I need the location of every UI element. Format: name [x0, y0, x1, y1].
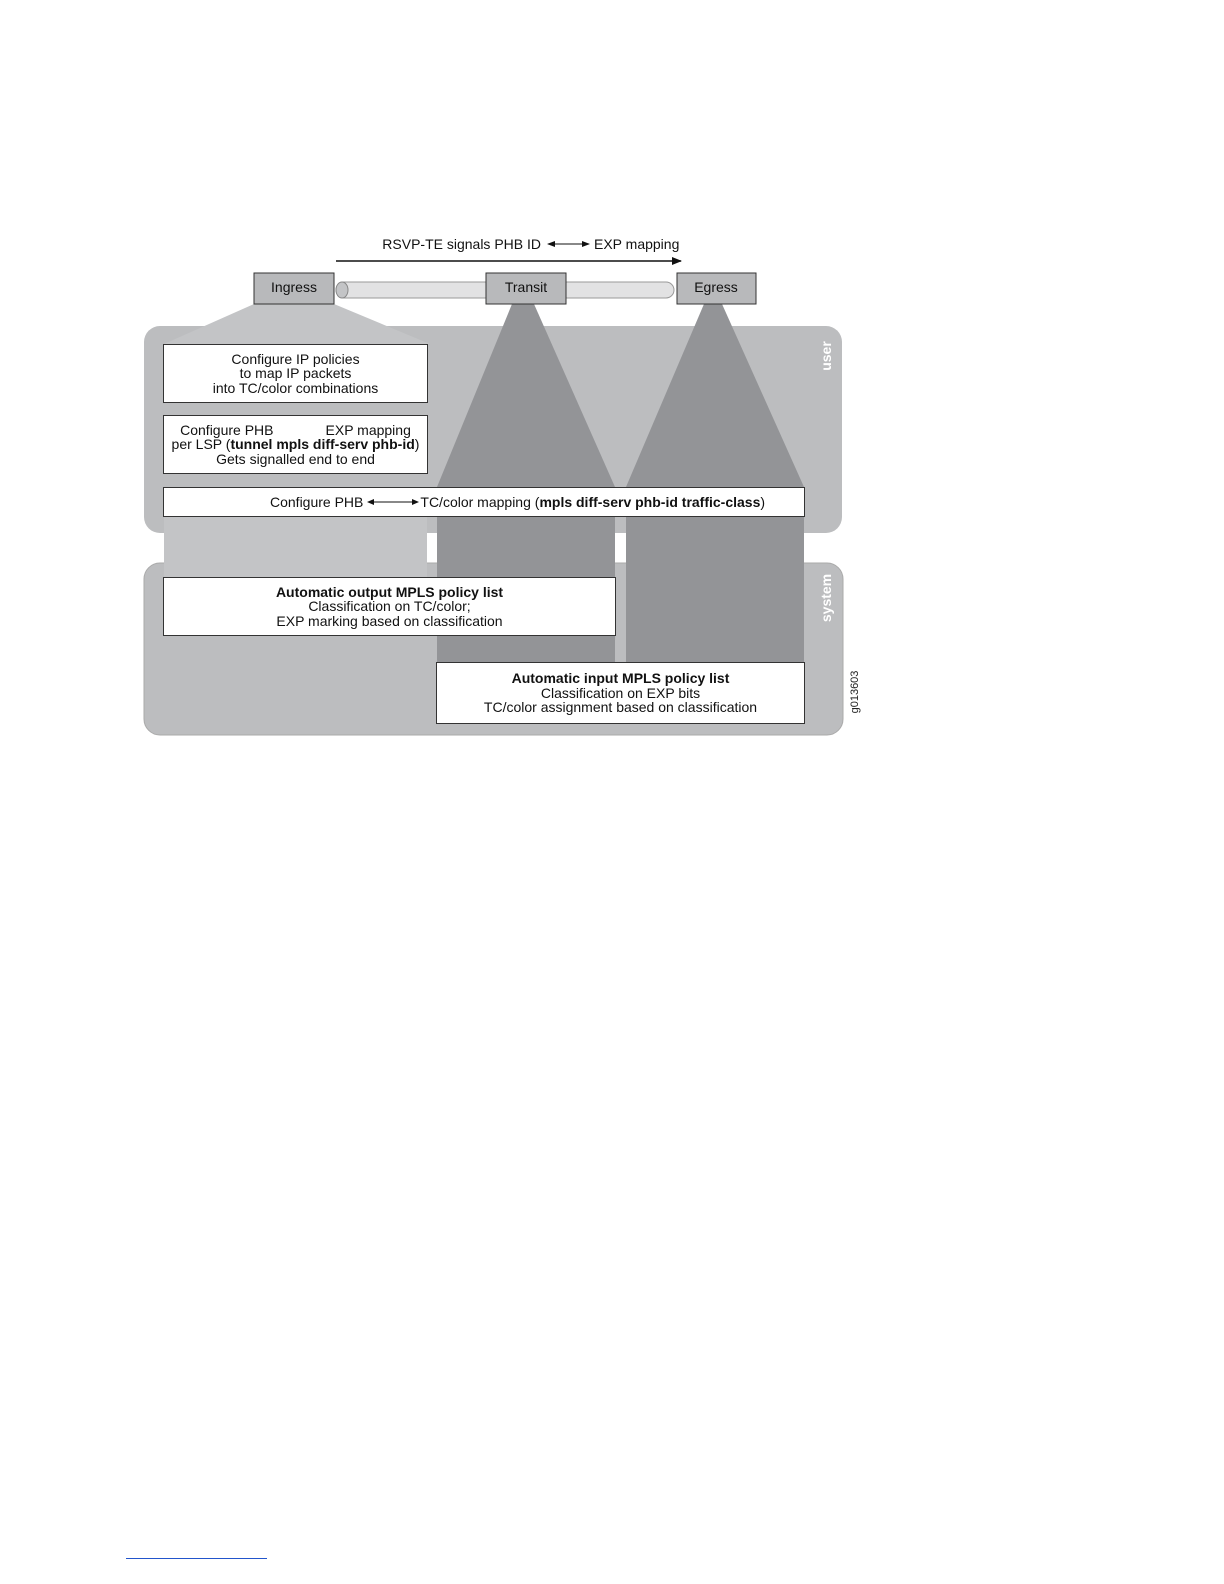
- phb-tc-right-prefix: TC/color mapping (: [420, 493, 540, 510]
- phb-tc-right-suffix: ): [760, 493, 766, 510]
- ip-policies-line1: Configure IP policies: [231, 350, 360, 367]
- phb-exp-line2: [172, 437, 420, 452]
- phb-tc-box: [163, 487, 805, 517]
- system-panel-label: system: [818, 573, 834, 623]
- phb-exp-line2-command: tunnel mpls diff-serv phb-id: [230, 436, 415, 453]
- egress-label: Egress: [694, 279, 738, 295]
- output-policy-title: Automatic output MPLS policy list: [275, 583, 504, 600]
- output-policy-line3: EXP marking based on classification: [276, 612, 503, 629]
- input-policy-title: Automatic input MPLS policy list: [511, 670, 730, 687]
- signal-label-right: EXP mapping: [594, 236, 680, 252]
- input-policy-line2: Classification on EXP bits: [540, 684, 701, 701]
- user-panel-label: user: [818, 341, 834, 371]
- transit-node: [486, 273, 566, 304]
- ip-policies-line2: to map IP packets: [239, 365, 352, 382]
- phb-exp-box: [163, 415, 428, 474]
- footnote-rule: [126, 1558, 267, 1559]
- output-policy-box: [163, 577, 616, 636]
- input-policy-box: [436, 662, 805, 724]
- phb-tc-command: mpls diff-serv phb-id traffic-class: [539, 493, 761, 510]
- phb-tc-arrow: [367, 497, 419, 507]
- signal-label-left: RSVP-TE signals PHB ID: [382, 236, 541, 252]
- ingress-label: Ingress: [271, 279, 317, 295]
- lsp-pipe-end: [336, 282, 348, 298]
- ingress-band: [164, 516, 427, 578]
- phb-tc-left: Configure PHB: [270, 493, 364, 510]
- ip-policies-box: [163, 344, 428, 403]
- figure-id: g013603: [849, 670, 861, 714]
- phb-exp-line1-left: Configure PHB: [180, 421, 274, 438]
- phb-exp-line2-prefix: per LSP (: [171, 436, 231, 453]
- input-policy-line3: TC/color assignment based on classification: [483, 699, 758, 716]
- ip-policies-line3: into TC/color combinations: [212, 379, 379, 396]
- ingress-node: [254, 273, 334, 304]
- transit-label: Transit: [504, 279, 548, 295]
- phb-exp-line2-suffix: ): [414, 436, 420, 453]
- phb-exp-line3: Gets signalled end to end: [216, 450, 375, 467]
- phb-exp-line1-right: EXP mapping: [325, 421, 411, 438]
- phb-exp-line1: [180, 423, 411, 438]
- output-policy-line2: Classification on TC/color;: [308, 598, 471, 615]
- egress-node: [677, 273, 756, 304]
- ingress-fan: [164, 304, 430, 344]
